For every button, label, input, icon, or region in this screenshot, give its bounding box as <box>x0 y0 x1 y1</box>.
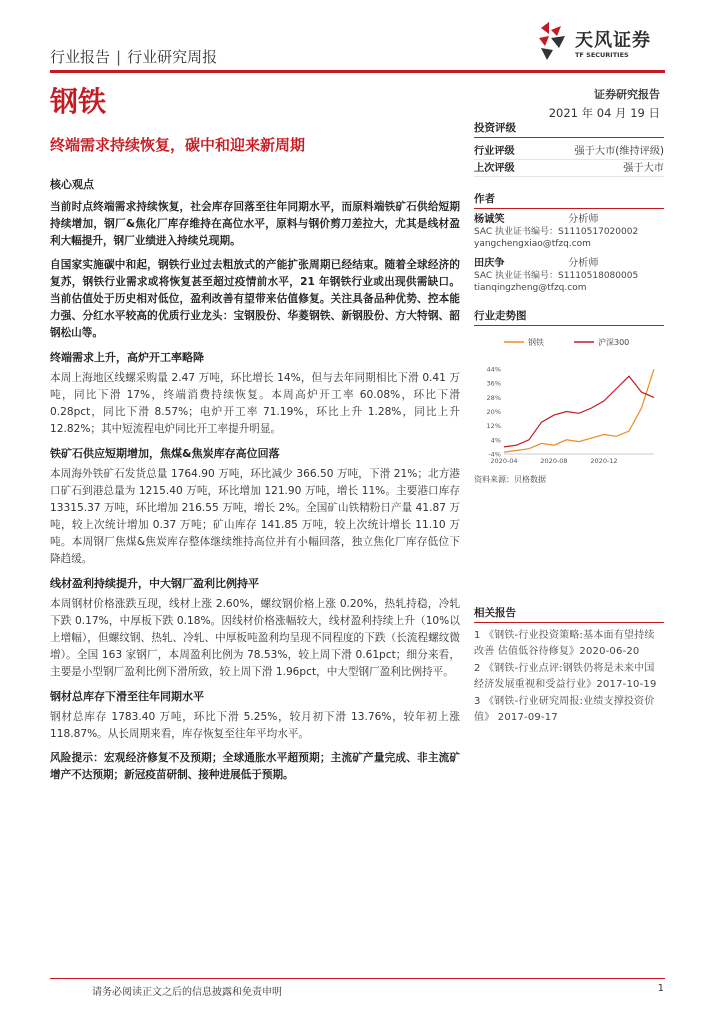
sector-title: 钢铁 <box>50 85 107 118</box>
related-reports-heading: 相关报告 <box>474 605 664 623</box>
y-tick-label: -4% <box>488 450 501 459</box>
industry-trend-chart <box>474 332 664 472</box>
legend-label: 沪深300 <box>598 338 630 347</box>
y-tick-label: 12% <box>486 422 501 431</box>
industry-rating-row <box>474 143 664 160</box>
report-type: 证券研究报告 <box>594 88 660 101</box>
trend-chart-svg <box>474 332 664 472</box>
y-tick-label: 20% <box>486 408 501 417</box>
series-line <box>504 369 654 452</box>
author-name: 田庆争 <box>474 258 505 269</box>
chart-source: 资料来源：贝格数据 <box>474 475 546 484</box>
previous-rating-value: 强于大市 <box>623 163 664 174</box>
y-tick-label: 36% <box>486 379 501 388</box>
x-tick-label: 2020-12 <box>590 457 618 465</box>
related-report-item[interactable]: 2 《钢铁-行业点评:钢铁仍将是未来中国经济发展重视和受益行业》2017-10-19 <box>474 663 657 690</box>
section-inventory-heading: 钢材总库存下滑至往年同期水平 <box>50 690 204 703</box>
industry-rating-label: 行业评级 <box>474 146 515 157</box>
section-profit-heading: 线材盈利持续提升，中大钢厂盈利比例持平 <box>50 577 259 590</box>
y-tick-label: 4% <box>490 436 501 445</box>
authors-heading: 作者 <box>474 191 664 209</box>
core-view-paragraph-2: 自国家实施碳中和起，钢铁行业过去粗放式的产能扩张周期已经结束。随着全球经济的复苏，钢铁行业需求或将恢复甚至超过疫情前水平，21 年钢铁行业或出现供需缺口。当前估值处于历史相对低位，盈利改善有望带来估值修复。关注具备品种优势、控本能力强、分红水平较高的优质行业龙头：宝钢股份、华菱钢铁、新钢股份、方大特钢、韶钢松山等。 <box>50 259 460 339</box>
header-divider <box>50 70 665 73</box>
author-sac-number: SAC 执业证书编号：S1110518080005 <box>474 271 639 281</box>
author-name: 杨诚笑 <box>474 214 505 225</box>
category-weekly-report: 行业研究周报 <box>127 48 218 66</box>
main-content <box>50 176 460 784</box>
section-demand-body: 本周上海地区线螺采购量 2.47 万吨，环比增长 14%，但与去年同期相比下滑 0.41 万吨，同比下滑 17%，终端消费持续恢复。本周高炉开工率 60.08%，环比下滑 0.28pct，同比下滑 8.57%；电炉开工率 71.19%，环比上升 1.28%，同比上升 12.82%；其中短流程电炉同比开工率提升明显。 <box>50 372 460 435</box>
series-line <box>504 376 654 447</box>
author-email[interactable]: yangchengxiao@tfzq.com <box>474 239 591 249</box>
category-separator: | <box>116 48 122 66</box>
trend-chart-heading: 行业走势图 <box>474 308 664 326</box>
section-ore-heading: 铁矿石供应短期增加，焦煤&焦炭库存高位回落 <box>50 447 280 460</box>
previous-rating-label: 上次评级 <box>474 163 515 174</box>
core-view-heading: 核心观点 <box>50 178 94 191</box>
section-demand-heading: 终端需求上升，高炉开工率略降 <box>50 351 204 364</box>
core-view-paragraph-1: 当前时点终端需求持续恢复，社会库存回落至往年同期水平，而原料端铁矿石供给短期持续增加，钢厂&焦化厂库存维持在高位水平，原料与钢价剪刀差拉大，尤其是线材盈利大幅提升，钢厂业绩进入持续兑现期。 <box>50 201 460 247</box>
footer-disclaimer: 请务必阅读正文之后的信息披露和免责申明 <box>92 987 282 998</box>
company-logo <box>535 20 675 64</box>
author-role: 分析师 <box>568 258 599 269</box>
legend-label: 钢铁 <box>528 338 544 347</box>
y-tick-label: 28% <box>486 393 501 402</box>
tf-logo-mark-icon <box>535 20 571 64</box>
logo-text: 天风证券 <box>575 30 651 51</box>
category-industry-report: 行业报告 <box>50 48 111 66</box>
industry-rating-value: 强于大市(维持评级) <box>574 146 664 157</box>
section-inventory-body: 钢材总库存 1783.40 万吨，环比下滑 5.25%，较月初下滑 13.76%，较年初上涨 118.87%。从长周期来看，库存恢复至往年平均水平。 <box>50 711 460 740</box>
report-date: 2021 年 04 月 19 日 <box>548 106 660 120</box>
section-ore-body: 本周海外铁矿石发货总量 1764.90 万吨，环比减少 366.50 万吨，下滑 21%；北方港口矿石到港总量为 1215.40 万吨，环比增加 121.90 万吨，增长 11%。主要港口库存 13315.37 万吨，环比增加 216.55 万吨，增长 2%。全国矿山铁精粉日产量 41.87 万吨，较上次统计增加 0.37 万吨；矿山库存 141.85 万吨，较上次统计增长 11.10 万吨。本周钢厂焦煤&焦炭库存整体继续维持高位并有小幅回落，独立焦化厂库存低位下降趋缓。 <box>50 468 460 565</box>
author-card <box>474 258 664 294</box>
page-number: 1 <box>657 983 664 994</box>
report-categories <box>50 46 217 67</box>
y-tick-label: 44% <box>486 365 501 374</box>
author-role: 分析师 <box>568 214 599 225</box>
related-report-item[interactable]: 1 《钢铁-行业投资策略:基本面有望持续改善 估值低谷待修复》2020-06-20 <box>474 630 655 657</box>
report-title: 终端需求持续恢复，碳中和迎来新周期 <box>50 136 306 154</box>
rating-heading: 投资评级 <box>474 120 664 138</box>
x-tick-label: 2020-04 <box>490 457 518 465</box>
author-sac-number: SAC 执业证书编号：S1110517020002 <box>474 227 639 237</box>
author-card <box>474 214 664 250</box>
related-report-item[interactable]: 3 《钢铁-行业研究周报:业绩支撑投资价值》 2017-09-17 <box>474 696 655 723</box>
risk-warning: 风险提示：宏观经济修复不及预期；全球通胀水平超预期；主流矿产量完成、非主流矿增产不达预期；新冠疫苗研制、接种进展低于预期。 <box>50 752 460 781</box>
author-email[interactable]: tianqingzheng@tfzq.com <box>474 283 587 293</box>
previous-rating-row <box>474 160 664 177</box>
x-tick-label: 2020-08 <box>540 457 568 465</box>
sidebar <box>474 120 664 727</box>
logo-english-text: TF SECURITIES <box>575 51 629 59</box>
footer-divider <box>50 978 665 979</box>
section-profit-body: 本周钢材价格涨跌互现，线材上涨 2.60%，螺纹钢价格上涨 0.20%，热轧持稳，冷轧下跌 0.17%，中厚板下跌 0.18%。因线材价格涨幅较大，线材盈利持续上升（10%以上增幅），但螺纹钢、热轧、冷轧、中厚板吨盈利均呈现不同程度的下跌（长流程螺纹微增）。全国 163 家钢厂，本周盈利比例为 78.53%，较上周下滑 0.61pct；细分来看，主要是小型钢厂盈利比例下滑所致，较上周下滑 1.96pct，中大型钢厂盈利比例持平。 <box>50 598 460 678</box>
